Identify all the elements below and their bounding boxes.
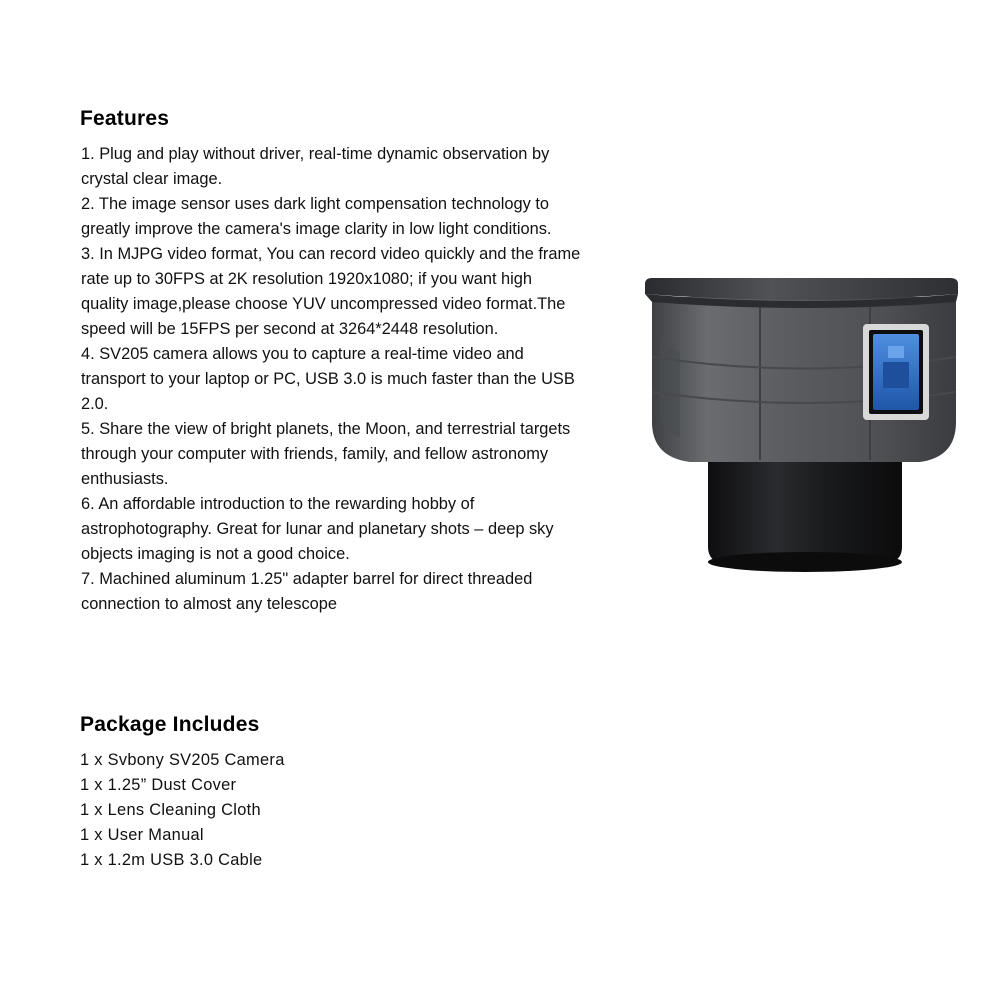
package-includes-heading: Package Includes — [80, 713, 260, 736]
package-item-1: 1 x Svbony SV205 Camera — [80, 751, 285, 769]
package-list — [80, 748, 480, 873]
package-item-4: 1 x User Manual — [80, 826, 204, 844]
camera-top-rim — [645, 278, 958, 308]
usb-port-icon — [863, 324, 929, 420]
package-item-2: 1 x 1.25” Dust Cover — [80, 776, 237, 794]
package-item-3: 1 x Lens Cleaning Cloth — [80, 801, 261, 819]
feature-item-3: 3. In MJPG video format, You can record video quickly and the frame rate up to 30FPS at 2K resolution 1920x1080; if you want high quality image,please choose YUV uncompressed video format.The speed will be 15FPS per second at 3264*2448 resolution. — [81, 245, 581, 338]
camera-product-image — [630, 262, 970, 592]
feature-item-7: 7. Machined aluminum 1.25" adapter barrel for direct threaded connection to almost any telescope — [81, 570, 533, 613]
feature-item-6: 6. An affordable introduction to the rewarding hobby of astrophotography. Great for lunar and planetary shots – deep sky objects imaging is not a good choice. — [81, 495, 554, 563]
feature-item-4: 4. SV205 camera allows you to capture a real-time video and transport to your laptop or PC, USB 3.0 is much faster than the USB 2.0. — [81, 345, 575, 413]
package-item-5: 1 x 1.2m USB 3.0 Cable — [80, 851, 263, 869]
adapter-barrel — [708, 452, 902, 572]
feature-item-2: 2. The image sensor uses dark light compensation technology to greatly improve the camera's image clarity in low light conditions. — [81, 195, 552, 238]
features-list — [81, 142, 581, 617]
features-heading: Features — [80, 107, 170, 130]
feature-item-5: 5. Share the view of bright planets, the Moon, and terrestrial targets through your computer with friends, family, and fellow astronomy enthusiasts. — [81, 420, 571, 488]
feature-item-1: 1. Plug and play without driver, real-time dynamic observation by crystal clear image. — [81, 145, 550, 188]
